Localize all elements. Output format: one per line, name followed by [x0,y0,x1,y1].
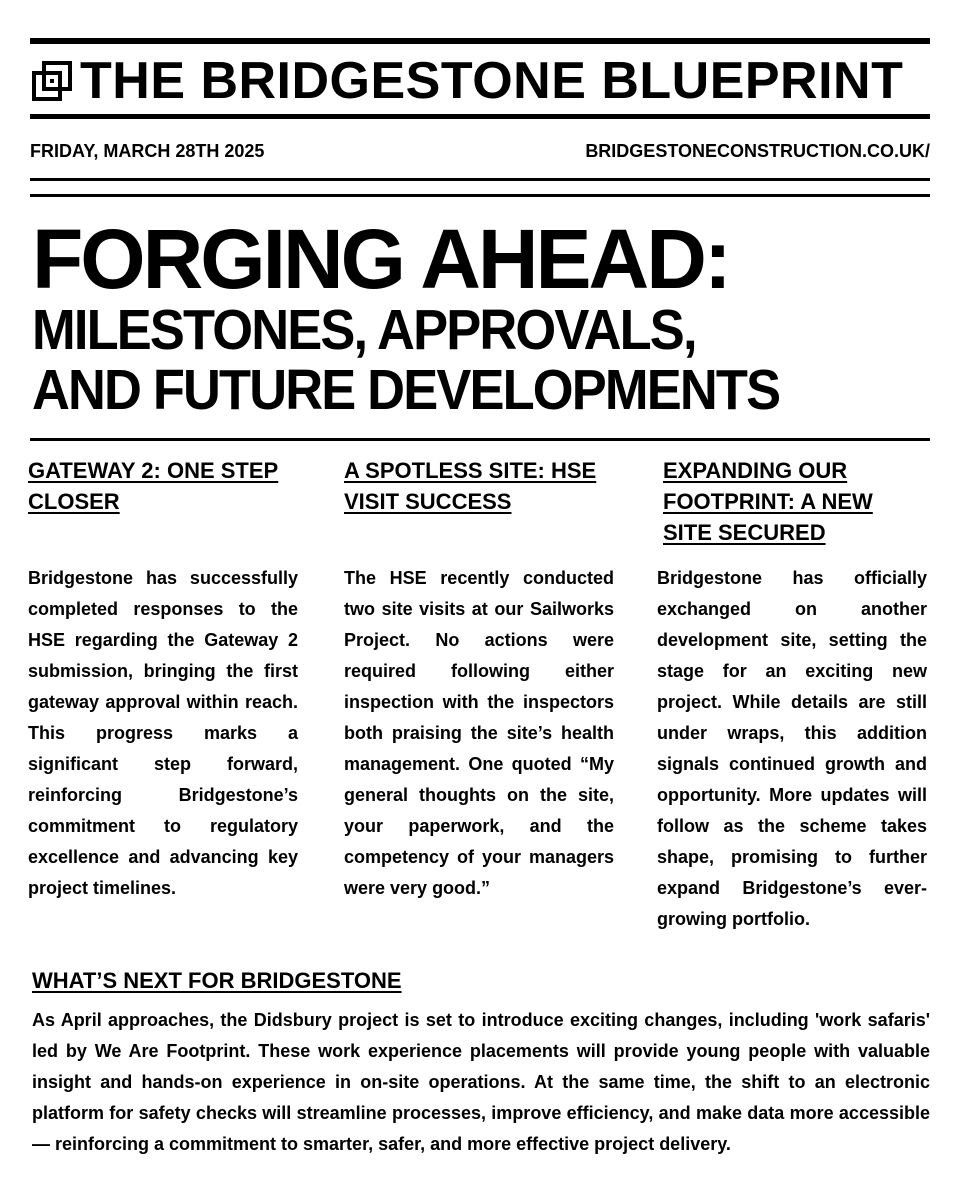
article-body: The HSE recently conducted two site visits at our Sailworks Project. No actions were required following either inspection with the inspectors both praising the site’s health management. One quoted “My general thoughts on the site, your paperwork, and the competency of your managers were very good.” [344,568,614,898]
headline-line-2: MILESTONES, APPROVALS, [32,298,696,362]
article-new-site [657,455,927,935]
main-headline [32,212,952,422]
whats-next-body: As April approaches, the Didsbury project is set to introduce exciting changes, including 'work safaris' led by We Are Footprint. These work experience placements will provide young people with valuable insight and hands-on experience in on-site operations. At the same time, the shift to an electronic platform for safety checks will streamline processes, improve efficiency, and make data more accessible — reinforcing a commitment to smarter, safer, and more effective project delivery. [32,1010,930,1154]
article-body: Bridgestone has successfully completed responses to the HSE regarding the Gateway 2 submission, bringing the first gateway approval within reach. This progress marks a significant step forward, reinforcing Bridgestone’s commitment to regulatory excellence and advancing key project timelines. [28,568,298,898]
bridgestone-logo-icon [30,59,74,103]
masthead-top-rule [30,38,930,44]
dateline [30,141,930,162]
article-title: A SPOTLESS SITE: HSE VISIT SUCCESS [344,458,597,514]
masthead-title: THE BRIDGESTONE BLUEPRINT [80,52,904,110]
website-link[interactable]: BRIDGESTONECONSTRUCTION.CO.UK/ [585,141,930,161]
headline-line-3: AND FUTURE DEVELOPMENTS [32,358,780,422]
article-title: EXPANDING OUR FOOTPRINT: A NEW SITE SECURED [663,458,873,545]
article-body: Bridgestone has officially exchanged on another development site, setting the stage for an exciting new project. While details are still under wraps, this addition signals continued growth and opportunity. More updates will follow as the scheme takes shape, promising to further expand Bridgestone’s ever-growing portfolio. [657,568,927,929]
whats-next-title: WHAT’S NEXT FOR BRIDGESTONE [32,968,402,993]
headline-line-1: FORGING AHEAD: [32,212,729,306]
article-hse-visit [344,455,614,904]
masthead [30,50,930,112]
article-title: GATEWAY 2: ONE STEP CLOSER [28,458,279,514]
dateline-bottom-rule-1 [30,178,930,181]
article-gateway-2 [28,455,298,904]
issue-date: FRIDAY, MARCH 28TH 2025 [30,141,265,161]
headline-bottom-rule [30,438,930,441]
masthead-bottom-rule [30,114,930,119]
dateline-bottom-rule-2 [30,194,930,197]
